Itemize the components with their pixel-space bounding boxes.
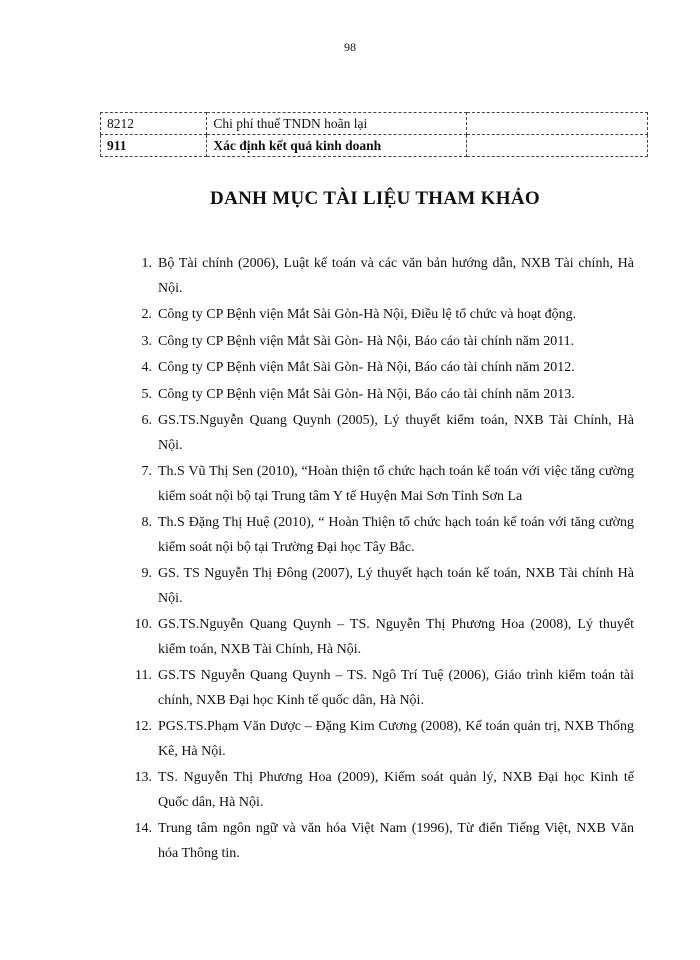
reference-text: GS. TS Nguyễn Thị Đông (2007), Lý thuyết hạch toán kế toán, NXB Tài chính Hà Nội. [158, 566, 634, 606]
reference-number: 5. [141, 386, 152, 402]
reference-number: 1. [141, 256, 152, 271]
reference-text: GS.TS Nguyễn Quang Quynh – TS. Ngô Trí Tuệ (2006), Giáo trình kiểm toán tài chính, NXB Đại học Kinh tế quốc dân, Hà Nội. [158, 668, 634, 708]
account-name: Xác định kết quả kinh doanh [207, 135, 467, 157]
references-heading: DANH MỤC TÀI LIỆU THAM KHẢO [210, 188, 540, 209]
table-row [101, 113, 648, 135]
page-number: 98 [344, 40, 356, 54]
list-item [130, 409, 634, 458]
reference-text: PGS.TS.Phạm Văn Dược – Đặng Kim Cương (2008), Kế toán quản trị, NXB Thống Kê, Hà Nội. [158, 719, 634, 759]
list-item [130, 613, 634, 662]
list-item [130, 460, 634, 509]
reference-text: Công ty CP Bệnh viện Mắt Sài Gòn- Hà Nội, Báo cáo tài chính năm 2012. [158, 360, 575, 375]
list-item [130, 303, 634, 328]
list-item [130, 664, 634, 713]
account-note [467, 113, 648, 135]
reference-number: 11. [135, 668, 152, 683]
reference-number: 13. [134, 770, 152, 785]
reference-list [130, 252, 634, 868]
table-row [101, 135, 648, 157]
reference-text: Trung tâm ngôn ngữ và văn hóa Việt Nam (1996), Từ điển Tiếng Việt, NXB Văn hóa Thông tin. [158, 821, 634, 861]
reference-text: GS.TS.Nguyễn Quang Quynh (2005), Lý thuyết kiểm toán, NXB Tài Chính, Hà Nội. [158, 413, 634, 453]
list-item [130, 511, 634, 560]
reference-number: 6. [141, 413, 152, 428]
reference-number: 7. [141, 464, 152, 479]
reference-text: Th.S Vũ Thị Sen (2010), “Hoàn thiện tổ chức hạch toán kế toán với việc tăng cường kiểm soát nội bộ tại Trung tâm Y tế Huyện Mai Sơn Tỉnh Sơn La [158, 464, 634, 504]
list-item [130, 817, 634, 866]
list-item [130, 562, 634, 611]
list-item [130, 252, 634, 301]
reference-text: Công ty CP Bệnh viện Mắt Sài Gòn- Hà Nội, Báo cáo tài chính năm 2013. [158, 386, 575, 402]
reference-text: Công ty CP Bệnh viện Mắt Sài Gòn- Hà Nội, Báo cáo tài chính năm 2011. [158, 333, 575, 349]
reference-text: Th.S Đặng Thị Huệ (2010), “ Hoàn Thiện tổ chức hạch toán kế toán với tăng cường kiểm soát nội bộ tại Trường Đại học Tây Bắc. [158, 515, 634, 555]
reference-number: 8. [141, 515, 152, 530]
list-item [130, 356, 634, 381]
account-code: 911 [101, 135, 207, 157]
reference-number: 2. [141, 307, 152, 322]
reference-number: 10. [134, 617, 152, 632]
list-item [130, 330, 634, 355]
list-item [130, 715, 634, 764]
reference-text: TS. Nguyễn Thị Phương Hoa (2009), Kiểm soát quản lý, NXB Đại học Kinh tế Quốc dân, Hà Nội. [158, 770, 634, 810]
list-item [130, 766, 634, 815]
reference-number: 12. [134, 719, 152, 734]
account-code: 8212 [101, 113, 207, 135]
list-item [130, 383, 634, 408]
account-note [467, 135, 648, 157]
reference-number: 14. [134, 821, 152, 836]
account-table [100, 112, 648, 157]
account-name: Chi phí thuế TNDN hoãn lại [207, 113, 467, 135]
reference-text: Công ty CP Bệnh viện Mắt Sài Gòn-Hà Nội, Điều lệ tổ chức và hoạt động. [158, 307, 577, 322]
reference-number: 9. [141, 566, 152, 581]
reference-number: 3. [141, 333, 152, 349]
reference-text: Bộ Tài chính (2006), Luật kế toán và các văn bản hướng dẫn, NXB Tài chính, Hà Nội. [158, 256, 634, 296]
reference-text: GS.TS.Nguyễn Quang Quynh – TS. Nguyễn Thị Phương Hoa (2008), Lý thuyết kiểm toán, NXB Tài Chính, Hà Nội. [158, 617, 634, 657]
reference-number: 4. [141, 360, 152, 375]
